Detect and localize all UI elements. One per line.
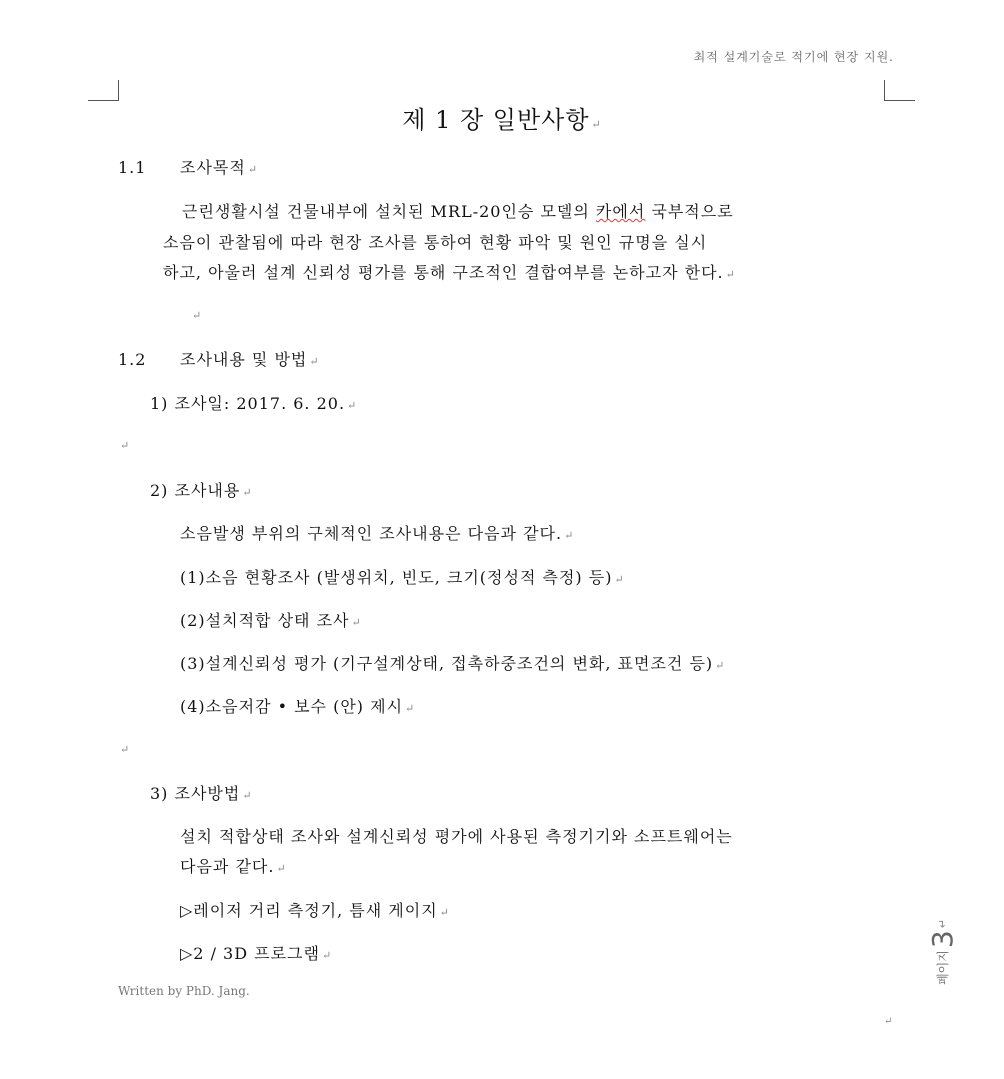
survey-content-list-item[interactable] — [180, 694, 415, 717]
paragraph-mark: ↵ — [242, 486, 253, 499]
survey-content-list-item[interactable] — [180, 565, 625, 588]
list-item-text: (3)설계신뢰성 평가 (기구설계상태, 접촉하중조건의 변화, 표면조건 등) — [180, 654, 714, 673]
survey-method-item[interactable] — [150, 781, 253, 804]
purpose-line-3[interactable] — [163, 260, 736, 283]
section-number: 1.2 — [118, 350, 147, 369]
survey-method-line-1[interactable] — [180, 824, 733, 847]
chapter-title[interactable] — [0, 100, 1004, 135]
survey-content-intro-text: 소음발생 부위의 구체적인 조사내용은 다음과 같다. — [180, 524, 563, 543]
purpose-text: 국부적으로 — [645, 202, 734, 221]
list-item-text: (2)설치적합 상태 조사 — [180, 611, 350, 630]
footer-author-text: Written by PhD. Jang. — [118, 984, 250, 998]
empty-paragraph[interactable] — [190, 304, 201, 323]
paragraph-mark: ↵ — [725, 268, 736, 281]
survey-content-list-item[interactable] — [180, 651, 725, 674]
page-number-label: 페이지 — [935, 950, 950, 985]
survey-method-text: 설치 적합상태 조사와 설계신뢰성 평가에 사용된 측정기기와 소프트웨어는 — [180, 827, 733, 846]
paragraph-mark: ↵ — [351, 616, 362, 629]
purpose-text: 하고, 아울러 설계 신뢰성 평가를 통해 구조적인 결합여부를 논하고자 한다. — [163, 263, 724, 282]
list-item-text: ▷2 / 3D 프로그램 — [180, 944, 320, 963]
survey-content-list-item[interactable] — [180, 608, 362, 631]
section-title: 조사목적 — [180, 158, 246, 177]
list-item-text: (4)소음저감 • 보수 (안) 제시 — [180, 697, 404, 716]
empty-paragraph[interactable] — [118, 434, 129, 453]
paragraph-mark: ↵ — [614, 573, 625, 586]
purpose-text: 소음이 관찰됨에 따라 현장 조사를 통하여 현황 파악 및 원인 규명을 실시 — [163, 233, 708, 252]
survey-content-heading: 2) 조사내용 — [150, 481, 241, 500]
spellcheck-word: 카에서 — [595, 202, 646, 221]
footer-author — [118, 984, 250, 998]
paragraph-mark: ↵ — [120, 743, 130, 756]
section-number: 1.1 — [118, 158, 147, 177]
survey-date-text: 1) 조사일: 2017. 6. 20. — [150, 394, 346, 413]
paragraph-mark: ↵ — [715, 659, 726, 672]
paragraph-mark: ↵ — [347, 399, 358, 412]
purpose-line-2[interactable] — [163, 230, 707, 253]
page-number-block — [912, 919, 972, 985]
section-title: 조사내용 및 방법 — [180, 350, 308, 369]
paragraph-mark: ↵ — [405, 702, 416, 715]
crop-mark-left — [88, 80, 119, 101]
survey-method-heading: 3) 조사방법 — [150, 784, 241, 803]
paragraph-mark: ↵ — [564, 529, 575, 542]
crop-mark-right — [884, 80, 915, 101]
chapter-title-text: 제 1 장 일반사항 — [402, 106, 590, 134]
list-item-text: (1)소음 현황조사 (발생위치, 빈도, 크기(정성적 측정) 등) — [180, 568, 613, 587]
page-header: 최적 설계기술로 적기에 현장 지원. — [693, 50, 894, 64]
list-item-text: ▷레이저 거리 측정기, 틈새 게이지 — [180, 901, 438, 920]
survey-method-list-item[interactable] — [180, 898, 450, 921]
paragraph-mark: ↵ — [276, 862, 287, 875]
section-heading-1-2[interactable] — [118, 347, 320, 370]
section-heading-1-1[interactable] — [118, 155, 258, 178]
paragraph-mark: ↵ — [935, 919, 949, 929]
purpose-text: 근린생활시설 건물내부에 설치된 MRL-20인승 모델의 — [182, 202, 596, 221]
paragraph-mark: ↵ — [120, 439, 130, 452]
purpose-line-1[interactable] — [182, 199, 734, 222]
paragraph-mark: ↵ — [591, 118, 602, 131]
survey-method-list-item[interactable] — [180, 941, 332, 964]
empty-paragraph[interactable] — [118, 738, 129, 757]
paragraph-mark: ↵ — [321, 949, 333, 962]
survey-date-item[interactable] — [150, 391, 357, 414]
paragraph-mark: ↵ — [242, 789, 253, 802]
paragraph-mark: ↵ — [247, 163, 259, 176]
paragraph-mark: ↵ — [192, 309, 202, 322]
paragraph-mark: ↵ — [439, 906, 450, 919]
survey-method-line-2[interactable] — [180, 854, 287, 877]
paragraph-mark: ↵ — [309, 355, 320, 368]
survey-content-item[interactable] — [150, 478, 253, 501]
survey-content-intro[interactable] — [180, 521, 574, 544]
page-number: 3 — [925, 930, 959, 949]
end-paragraph-mark: ↵ — [884, 1016, 893, 1027]
survey-method-text: 다음과 같다. — [180, 857, 275, 876]
